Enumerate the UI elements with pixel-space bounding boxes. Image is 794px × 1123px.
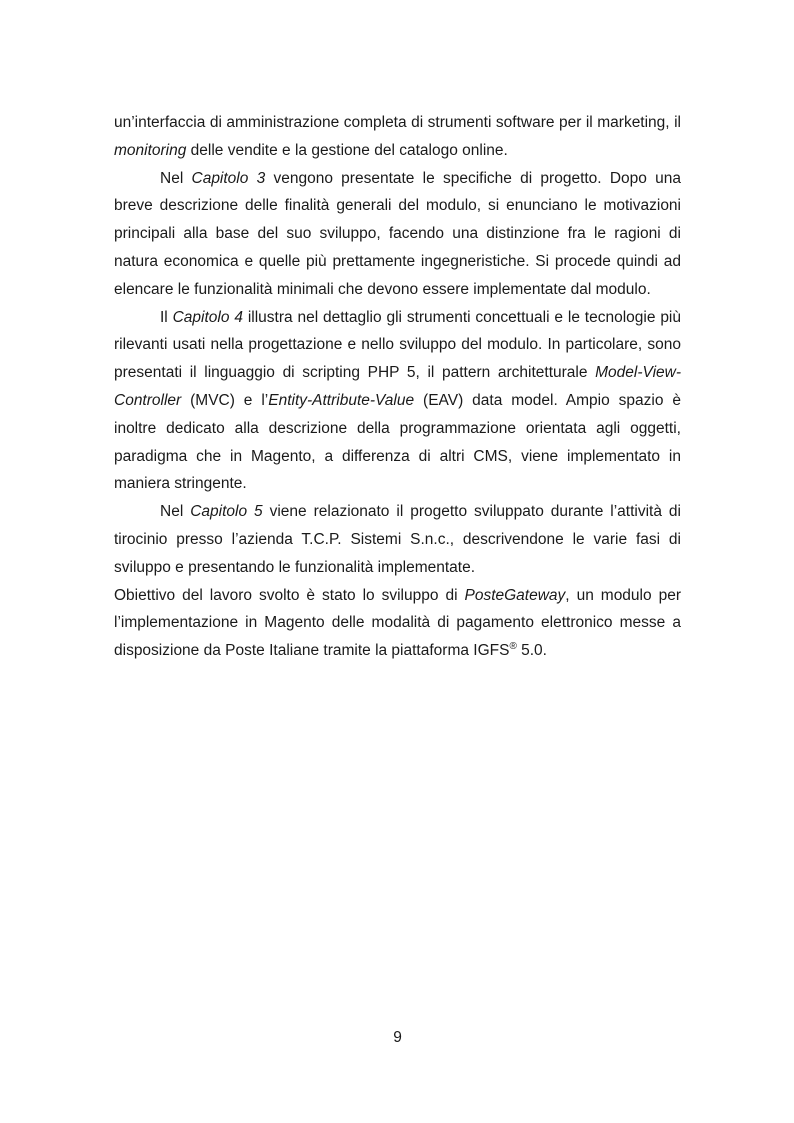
body-text [114, 109, 681, 665]
page-number: 9 [393, 1029, 402, 1046]
paragraph-chapter-3: Nel Capitolo 3 vengono presentate le specifiche di progetto. Dopo una breve descrizione delle finalità generali del modulo, si enunciano le motivazioni principali alla base del suo sviluppo, facendo una distinzione fra le ragioni di natura economica e quelle più prettamente ingegneristiche. Si procede quindi ad elencare le funzionalità minimali che devono essere implementate dal modulo. [114, 169, 681, 298]
paragraph-chapter-4: Il Capitolo 4 illustra nel dettaglio gli strumenti concettuali e le tecnologie più rilevanti usati nella progettazione e nello sviluppo del modulo. In particolare, sono presentati il linguaggio di scripting PHP 5, il pattern architetturale Model-View-Controller (MVC) e l’Entity-Attribute-Value (EAV) data model. Ampio spazio è inoltre dedicato alla descrizione della programmazione orientata agli oggetti, paradigma che in Magento, a differenza di altri CMS, viene implementato in maniera stringente. [114, 308, 682, 493]
paragraph-1: un’interfaccia di amministrazione completa di strumenti software per il marketing, il monitoring delle vendite e la gestione del catalogo online. [114, 114, 681, 159]
paragraph-chapter-5: Nel Capitolo 5 viene relazionato il progetto sviluppato durante l’attività di tirocinio presso l’azienda T.C.P. Sistemi S.n.c., descrivendone le varie fasi di sviluppo e presentando le funzionalità implementate. [114, 503, 681, 576]
document-page [114, 0, 681, 1123]
registered-mark: ® [509, 640, 517, 652]
paragraph-objective: Obiettivo del lavoro svolto è stato lo sviluppo di PosteGateway, un modulo per l’implementazione in Magento delle modalità di pagamento elettronico messe a disposizione da Poste Italiane tramite la piattaforma IGFS® 5.0. [114, 586, 681, 660]
